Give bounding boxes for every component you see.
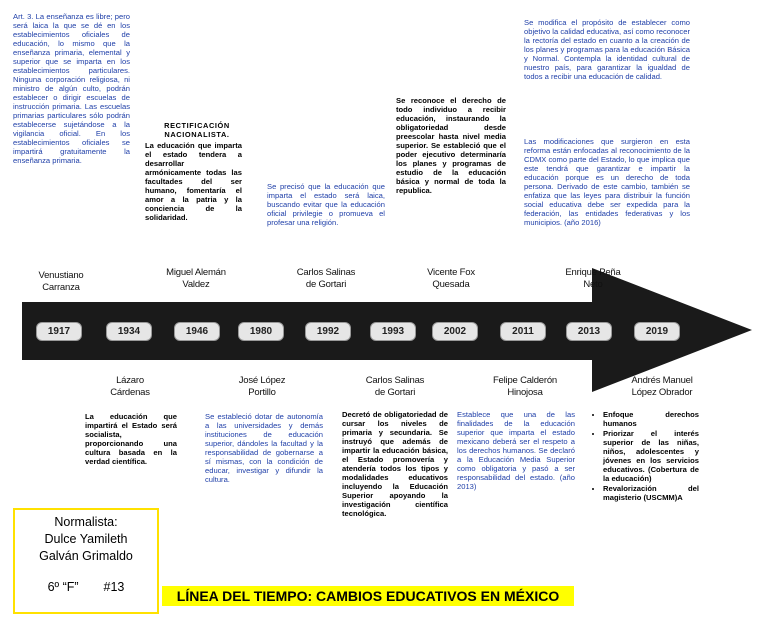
year-badge: 2019	[634, 322, 680, 341]
president-name-calderon: Felipe Calderón Hinojosa	[492, 375, 558, 398]
amlo-points-list	[594, 410, 699, 502]
carranza-description: Art. 3. La enseñanza es libre; pero será laica la que se dé en los establecimientos oficiales de educación, lo mismo que la enseñanza primaria, elemental y superior que se imparta en los establecimientos particulares. Ninguna corporación religiosa, ni ministro de algún culto, podrán establecer o dirigir escuelas de instrucción primaria. Las escuelas primarias particulares sólo podrán establecerse sujetándose a la vigilancia oficial. En los establecimientos oficiales se impartirá gratuitamente la enseñanza primaria.	[13, 12, 130, 165]
president-name-aleman: Miguel Alemán Valdez	[166, 267, 226, 290]
page-title: LÍNEA DEL TIEMPO: CAMBIOS EDUCATIVOS EN MÉXICO	[162, 586, 574, 606]
year-badge: 2011	[500, 322, 546, 341]
year-badge: 1934	[106, 322, 152, 341]
author-box	[13, 508, 159, 614]
salinas-bottom-description: Decretó de obligatoriedad de cursar los niveles de primaria y secundaria. Se instruyó que además de impartir la educación básica, el Estado promovería y atendería todos los tipos y modalidades educativos incluyendo la Educación Superior apoyando la investigación científica tecnológica.	[342, 410, 448, 518]
author-label: Normalista:	[54, 515, 118, 529]
president-name-amlo: Andrés Manuel López Obrador	[631, 375, 693, 398]
president-name-salinas-bottom: Carlos Salinas de Gortari	[365, 375, 425, 398]
aleman-description: La educación que imparta el estado tendera a desarrollar armónicamente todas las facultades del ser humano, fomentaría el amor a la patria y la conciencia de la solidaridad.	[145, 141, 242, 222]
president-name-lopez-portillo: José López Portillo	[238, 375, 286, 398]
president-name-pena: Enrique Peña Neto	[565, 267, 621, 290]
amlo-description	[594, 410, 699, 503]
president-name-cardenas: Lázaro Cárdenas	[110, 375, 150, 398]
year-badge: 2013	[566, 322, 612, 341]
year-badge: 1993	[370, 322, 416, 341]
president-name-salinas-top: Carlos Salinas de Gortari	[296, 267, 356, 290]
calderon-description: Establece que una de las finalidades de la educación superior que imparta el estado mexicano deberá ser el respeto a los derechos humanos. Se declaró a la Educación Media Superior como obligatoria y pasó a ser responsabilidad del estado. (año 2013)	[457, 410, 575, 491]
author-group-line	[15, 579, 157, 596]
year-badge: 2002	[432, 322, 478, 341]
author-number: #13	[103, 580, 125, 594]
year-badge: 1917	[36, 322, 82, 341]
year-badge: 1992	[305, 322, 351, 341]
year-badge: 1980	[238, 322, 284, 341]
salinas-top-description: Se precisó que la educación que imparta el estado será laica, buscando evitar que la educación oficial privilegie o promueva el profesar una religión.	[267, 182, 385, 227]
president-name-fox: Vicente Fox Quesada	[427, 267, 475, 290]
pena-description-1: Se modifica el propósito de establecer como objetivo la calidad educativa, así como reconocer la rectoría del estado en cuanto a la creación de los planes y programas para la educación Básica y Normal. Contempla la identidad cultural de nuestro país, para garantizar la igualdad de todos a recibir una educación de calidad.	[524, 18, 690, 81]
amlo-point: • Enfoque derechos humanos	[603, 410, 699, 428]
president-name-carranza: Venustiano Carranza	[38, 270, 84, 293]
fox-description: Se reconoce el derecho de todo individuo a recibir educación, instaurando la obligatoriedad desde preescolar hasta nivel media superior. Se estableció que el poder ejecutivo determinaría los planes y programas de estudio de la educación básica y normal de toda la republica.	[396, 96, 506, 195]
author-last-name: Galván Grimaldo	[39, 549, 133, 563]
pena-description-2: Las modificaciones que surgieron en esta reforma están enfocadas al reconocimiento de la CDMX como parte del Estado, lo que implica que este tendrá que garantizar e impartir la educación porque es un derecho de toda persona. Derivado de este cambio, también se enfatiza que las leyes para distribuir la función social educativa debe ser expedida para la federación, las entidades federativas y los municipios. (año 2016)	[524, 137, 690, 227]
amlo-point: • Revalorización del magisterio (USCMM)A	[603, 484, 699, 502]
author-first-name: Dulce Yamileth	[44, 532, 128, 546]
author-group: 6º “F”	[47, 580, 79, 594]
cardenas-description: La educación que impartirá el Estado será socialista, proporcionando una cultura basada en la verdad científica.	[85, 412, 177, 466]
year-badge: 1946	[174, 322, 220, 341]
amlo-point: • Priorizar el interés superior de las niñas, niños, adolescentes y jóvenes en los servicios educativos. (Cobertura de la educación)	[603, 429, 699, 483]
lopez-portillo-description: Se estableció dotar de autonomía a las universidades y demás instituciones de educación superior, dándoles la facultad y la responsabilidad de gobernarse a sí mismas, con la condición de educar, investigar y difundir la cultura.	[205, 412, 323, 484]
aleman-heading: RECTIFICACIÓN NACIONALISTA.	[164, 121, 230, 139]
